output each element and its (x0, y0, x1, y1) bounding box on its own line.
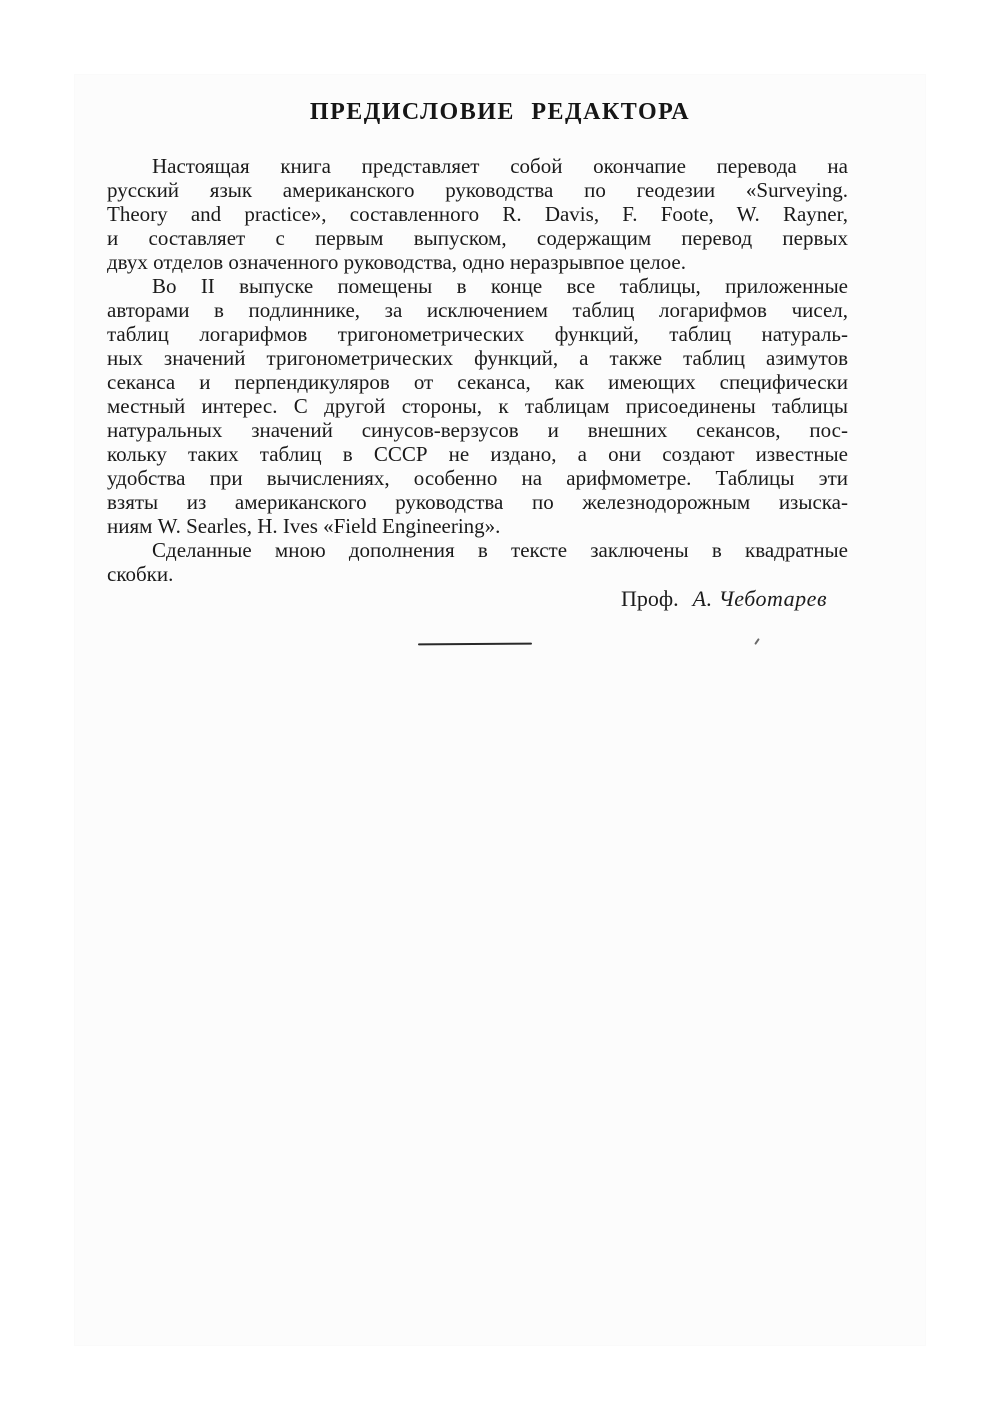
text-line: кольку таких таблиц в СССР не издано, а они создают известные (107, 442, 848, 466)
text-line: скобки. (107, 562, 174, 586)
signature-title: Проф. (621, 586, 679, 611)
text-line: авторами в подлиннике, за исключением таблиц логарифмов чисел, (107, 298, 848, 322)
text-line: местный интерес. С другой стороны, к таблицам присоединены таблицы (107, 394, 848, 418)
page-title: ПРЕДИСЛОВИЕ РЕДАКТОРА (309, 99, 691, 125)
text-line: секанса и перпендикуляров от секанса, как имеющих специфически (107, 370, 848, 394)
text-line: натуральных значений синусов-верзусов и внешних секансов, пос- (107, 418, 848, 442)
text-line: ных значений тригонометрических функций, а также таблиц азимутов (107, 346, 848, 370)
text-line: удобства при вычислениях, особенно на арифмометре. Таблицы эти (107, 466, 848, 490)
text-line: взяты из американского руководства по железнодорожным изыска- (107, 490, 848, 514)
preface-text (107, 154, 848, 586)
scan-artifact-speck (754, 638, 760, 645)
text-line: Настоящая книга представляет собой окончапие перевода на (152, 154, 848, 178)
text-line: двух отделов означенного руководства, одно неразрывпое целое. (107, 250, 686, 274)
text-line: Theory and practice», составленного R. Davis, F. Foote, W. Rayner, (107, 202, 848, 226)
scanned-book-page (75, 75, 925, 1345)
text-line: ниям W. Searles, H. Ives «Field Engineering». (107, 514, 501, 538)
editor-signature (107, 586, 848, 612)
text-line: Сделанные мною дополнения в тексте заключены в квадратные (152, 538, 848, 562)
text-line: русский язык американского руководства по геодезии «Surveying. (107, 178, 848, 202)
signature-name: А. Чеботарев (692, 586, 827, 611)
section-divider-rule (418, 643, 532, 646)
text-line: таблиц логарифмов тригонометрических функций, таблиц натураль- (107, 322, 848, 346)
text-line: Во II выпуске помещены в конце все таблицы, приложенные (152, 274, 848, 298)
text-line: и составляет с первым выпуском, содержащим перевод первых (107, 226, 848, 250)
